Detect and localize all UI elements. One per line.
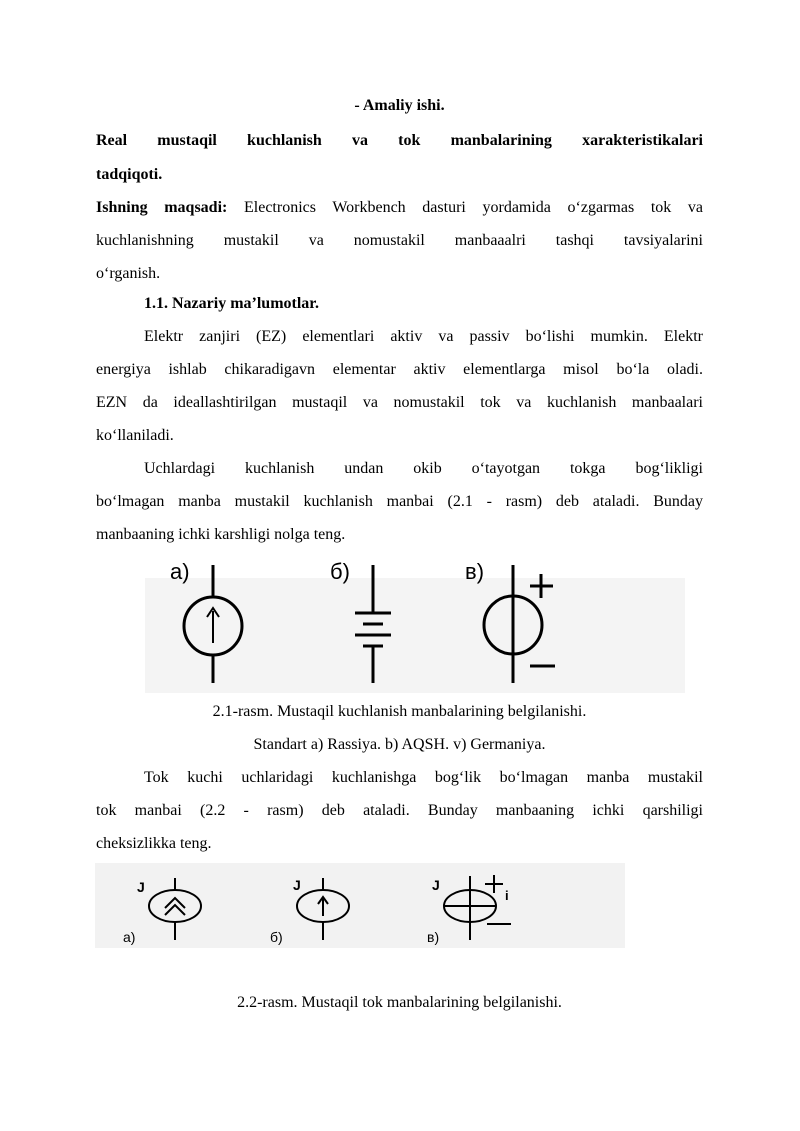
p1-line-2: energiya ishlab chikaradigavn elementar aktiv elementlarga misol bo‘la oladi. xyxy=(96,361,703,378)
heading-line-2: tadqiqoti. xyxy=(96,166,163,183)
label-a: а) xyxy=(170,559,190,584)
p2-line-3: manbaaning ichki karshligi nolga teng. xyxy=(96,526,346,543)
goal-line-1 xyxy=(96,191,703,225)
label-b: б) xyxy=(330,559,350,584)
section-heading: 1.1. Nazariy ma’lumotlar. xyxy=(144,295,319,312)
i-label: i xyxy=(505,888,509,903)
p2-line-1: Uchlardagi kuchlanish undan okib o‘tayotgan tokga bog‘likligi xyxy=(144,460,703,477)
label-a: а) xyxy=(123,929,136,945)
figure-current-sources xyxy=(95,858,625,948)
p3-line-1: Tok kuchi uchlaridagi kuchlanishga bog‘lik bo‘lmagan manba mustakil xyxy=(144,769,703,786)
goal-text: Electronics Workbench dasturi yordamida o‘zgarmas tok va xyxy=(227,199,703,216)
j-label-v: J xyxy=(432,877,440,893)
figure-voltage-sources xyxy=(145,553,685,693)
label-v: в) xyxy=(427,929,440,945)
scan-background xyxy=(145,578,685,693)
j-label-a: J xyxy=(137,879,145,895)
goal-line-3: o‘rganish. xyxy=(96,265,161,282)
fig1-caption-2: Standart a) Rassiya. b) AQSH. v) Germaniya. xyxy=(253,736,546,753)
figure-voltage-sources-svg xyxy=(145,553,685,693)
figure-current-sources-svg xyxy=(95,858,625,948)
p2-line-2: bo‘lmagan manba mustakil kuchlanish manbai (2.1 - rasm) deb ataladi. Bunday xyxy=(96,493,703,510)
fig1-caption-1: 2.1-rasm. Mustaqil kuchlanish manbalarining belgilanishi. xyxy=(212,703,587,720)
p1-line-4: ko‘llaniladi. xyxy=(96,427,174,444)
j-label-b: J xyxy=(293,877,301,893)
label-b: б) xyxy=(270,929,283,945)
work-title: - Amaliy ishi. xyxy=(354,97,445,114)
p3-line-2: tok manbai (2.2 - rasm) deb ataladi. Bunday manbaaning ichki qarshiligi xyxy=(96,802,703,819)
p3-line-3: cheksizlikka teng. xyxy=(96,835,212,852)
p1-line-1: Elektr zanjiri (EZ) elementlari aktiv va passiv bo‘lishi mumkin. Elektr xyxy=(144,328,703,345)
fig2-caption: 2.2-rasm. Mustaqil tok manbalarining belgilanishi. xyxy=(237,994,562,1011)
goal-label: Ishning maqsadi: xyxy=(96,199,228,216)
heading-line-1: Real mustaqil kuchlanish va tok manbalarining xarakteristikalari xyxy=(96,132,703,149)
label-v: в) xyxy=(465,559,485,584)
goal-line-2: kuchlanishning mustakil va nomustakil manbaaalri tashqi tavsiyalarini xyxy=(96,232,703,249)
p1-line-3: EZN da ideallashtirilgan mustaqil va nomustakil tok va kuchlanish manbaalari xyxy=(96,394,703,411)
